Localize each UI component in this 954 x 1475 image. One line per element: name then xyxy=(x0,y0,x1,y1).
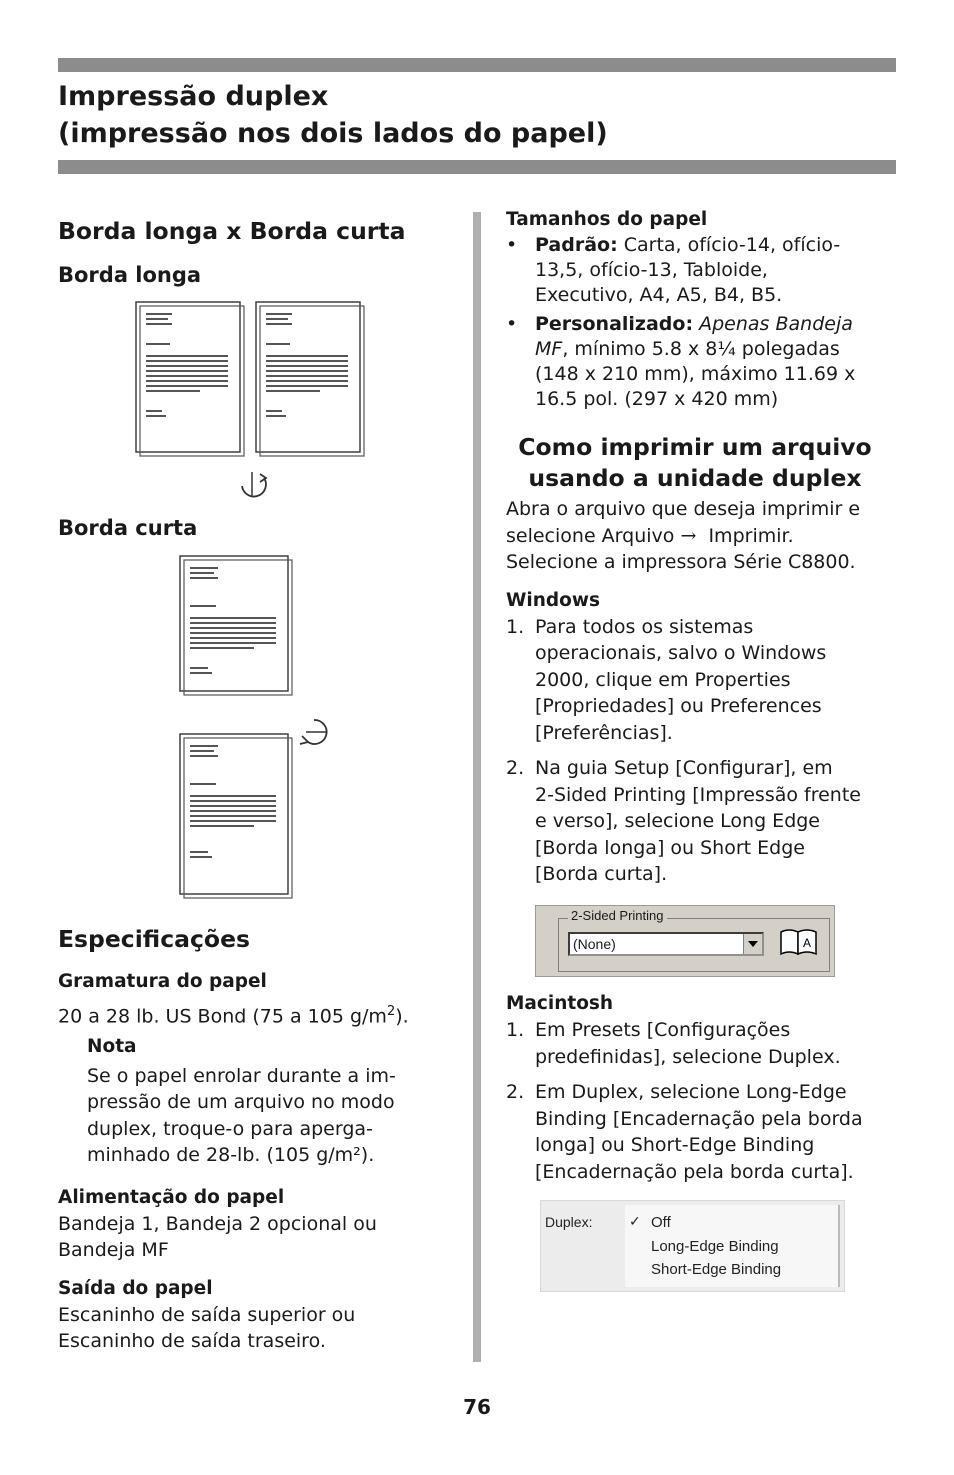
step-text: Binding [Encadernação pela borda xyxy=(535,1107,863,1130)
menu-item-long-edge[interactable]: Long-Edge Binding xyxy=(651,1238,779,1255)
duplex-select-value: (None) xyxy=(573,936,616,952)
sizes-custom-text: 16.5 pol. (297 x 420 mm) xyxy=(535,388,779,410)
howto-title xyxy=(506,432,884,494)
paper-sizes-label: Tamanhos do papel xyxy=(506,209,708,230)
howto-title-line: usando a unidade duplex xyxy=(528,464,862,492)
specs-block xyxy=(58,924,463,1355)
paper-output-value xyxy=(58,1302,463,1355)
windows-label: Windows xyxy=(506,589,600,611)
arrow-right-icon: → xyxy=(680,524,697,547)
step-text: Na guia Setup [Configurar], em xyxy=(535,757,833,779)
long-edge-page-1 xyxy=(136,302,244,456)
feed-line: Bandeja 1, Bandeja 2 opcional ou xyxy=(58,1212,377,1235)
step-text: predefinidas], selecione Duplex. xyxy=(535,1045,841,1068)
note-line: pressão de um arquivo no modo xyxy=(87,1091,395,1114)
step-text: [Preferências]. xyxy=(535,721,673,744)
section-title-edges: Borda longa x Borda curta xyxy=(58,217,406,245)
duplex-select[interactable] xyxy=(568,932,764,956)
step-text: 2000, clique em Properties xyxy=(535,668,791,691)
step-text: 2-Sided Printing [Impressão frente xyxy=(535,783,861,806)
left-column xyxy=(58,216,463,289)
step-text: Em Presets [Configurações xyxy=(535,1019,791,1041)
paper-weight-text: 20 a 28 lb. US Bond (75 a 105 g/m xyxy=(58,1005,387,1028)
step-number: 2. xyxy=(506,1081,525,1103)
mac-steps xyxy=(506,1017,898,1185)
short-edge-page-1 xyxy=(180,556,292,695)
sizes-std-label: Padrão: xyxy=(535,234,618,256)
note-label: Nota xyxy=(87,1035,137,1057)
title-bottom-rule xyxy=(58,160,896,174)
long-edge-heading: Borda longa xyxy=(58,263,202,287)
menu-item-off[interactable]: Off xyxy=(651,1214,671,1231)
sizes-custom-italic: MF xyxy=(535,338,563,360)
duplex-label: Duplex: xyxy=(545,1214,593,1230)
windows-steps xyxy=(506,614,898,888)
mac-block xyxy=(506,991,898,1185)
column-divider xyxy=(473,212,481,1362)
output-line: Escaninho de saída traseiro. xyxy=(58,1330,326,1353)
howto-title-line: Como imprimir um arquivo xyxy=(518,433,872,461)
note-line: duplex, troque-o para aperga- xyxy=(87,1117,373,1140)
long-edge-illustration xyxy=(130,296,375,504)
sizes-custom-italic: Apenas Bandeja xyxy=(693,313,853,335)
title-line-1: Impressão duplex xyxy=(58,81,329,112)
list-item xyxy=(506,312,898,412)
sizes-std-text: Carta, ofício-14, ofício- xyxy=(617,234,841,256)
feed-line: Bandeja MF xyxy=(58,1239,169,1262)
note-box xyxy=(58,1034,463,1169)
checkmark-icon: ✓ xyxy=(629,1214,641,1230)
step-number: 2. xyxy=(506,757,525,779)
note-line: minhado de 28-lb. (105 g/m²). xyxy=(87,1144,375,1167)
paper-weight-end: ). xyxy=(395,1005,409,1028)
menu-item-short-edge[interactable]: Short-Edge Binding xyxy=(651,1261,782,1278)
step-text: Para todos os sistemas xyxy=(535,615,754,638)
title-line-2: (impressão nos dois lados do papel) xyxy=(58,118,608,149)
sizes-std-text: 13,5, ofício-13, Tabloide, xyxy=(535,259,768,281)
short-edge-illustration xyxy=(174,550,339,910)
list-item xyxy=(506,755,898,888)
specs-title: Especificações xyxy=(58,925,250,953)
howto-intro xyxy=(506,496,898,576)
howto-line: Abra o arquivo que deseja imprimir e xyxy=(506,498,861,520)
paper-output-label: Saída do papel xyxy=(58,1277,213,1299)
windows-screenshot xyxy=(535,905,835,977)
howto-line: selecione Arquivo xyxy=(506,524,681,547)
rotate-arrow-icon xyxy=(300,720,327,744)
paper-feed-value xyxy=(58,1211,463,1264)
mac-screenshot xyxy=(540,1200,845,1292)
step-number: 1. xyxy=(506,615,525,638)
howto-line: Selecione a impressora Série C8800. xyxy=(506,551,856,573)
paper-weight-label: Gramatura do papel xyxy=(58,971,267,992)
step-number: 1. xyxy=(506,1019,525,1041)
howto-line: Imprimir. xyxy=(696,524,794,547)
bullet-icon: • xyxy=(506,313,518,335)
group-box-label: 2-Sided Printing xyxy=(568,908,667,923)
paper-feed-label: Alimentação do papel xyxy=(58,1186,285,1208)
sizes-std-text: Executivo, A4, A5, B4, B5. xyxy=(535,284,783,306)
note-text xyxy=(87,1063,463,1169)
duplex-popup-menu[interactable] xyxy=(625,1205,840,1287)
mac-label: Macintosh xyxy=(506,993,614,1014)
step-text: [Encadernação pela borda curta]. xyxy=(535,1160,854,1183)
step-text: operacionais, salvo o Windows xyxy=(535,642,827,664)
page-number: 76 xyxy=(463,1395,491,1419)
list-item xyxy=(506,233,898,308)
step-text: longa] ou Short-Edge Binding xyxy=(535,1134,815,1156)
paper-sizes-list xyxy=(506,233,898,412)
output-line: Escaninho de saída superior ou xyxy=(58,1303,356,1326)
bullet-icon: • xyxy=(506,234,518,256)
chevron-down-icon[interactable] xyxy=(743,934,762,954)
page-title xyxy=(58,78,608,152)
sizes-custom-label: Personalizado: xyxy=(535,313,694,335)
step-text: [Propriedades] ou Preferences xyxy=(535,695,822,717)
sizes-custom-text: (148 x 210 mm), máximo 11.69 x xyxy=(535,363,856,385)
paper-weight-value xyxy=(58,999,463,1030)
svg-text:A: A xyxy=(802,936,812,950)
rotate-arrow-icon xyxy=(242,472,266,496)
top-rule xyxy=(58,58,896,72)
list-item xyxy=(506,614,898,747)
short-edge-heading: Borda curta xyxy=(58,516,198,540)
list-item xyxy=(506,1017,898,1070)
sizes-custom-text: , mínimo 5.8 x 8¼ polegadas xyxy=(562,338,840,360)
step-text: [Borda curta]. xyxy=(535,863,668,885)
list-item xyxy=(506,1079,898,1185)
booklet-icon xyxy=(778,926,820,958)
short-edge-page-2 xyxy=(180,734,292,898)
step-text: [Borda longa] ou Short Edge xyxy=(535,836,805,859)
step-text: Em Duplex, selecione Long-Edge xyxy=(535,1081,847,1103)
paper-weight-sup: 2 xyxy=(386,1004,396,1019)
long-edge-page-2 xyxy=(256,302,364,456)
note-line: Se o papel enrolar durante a im- xyxy=(87,1064,396,1087)
right-column xyxy=(506,207,898,888)
step-text: e verso], selecione Long Edge xyxy=(535,810,820,832)
